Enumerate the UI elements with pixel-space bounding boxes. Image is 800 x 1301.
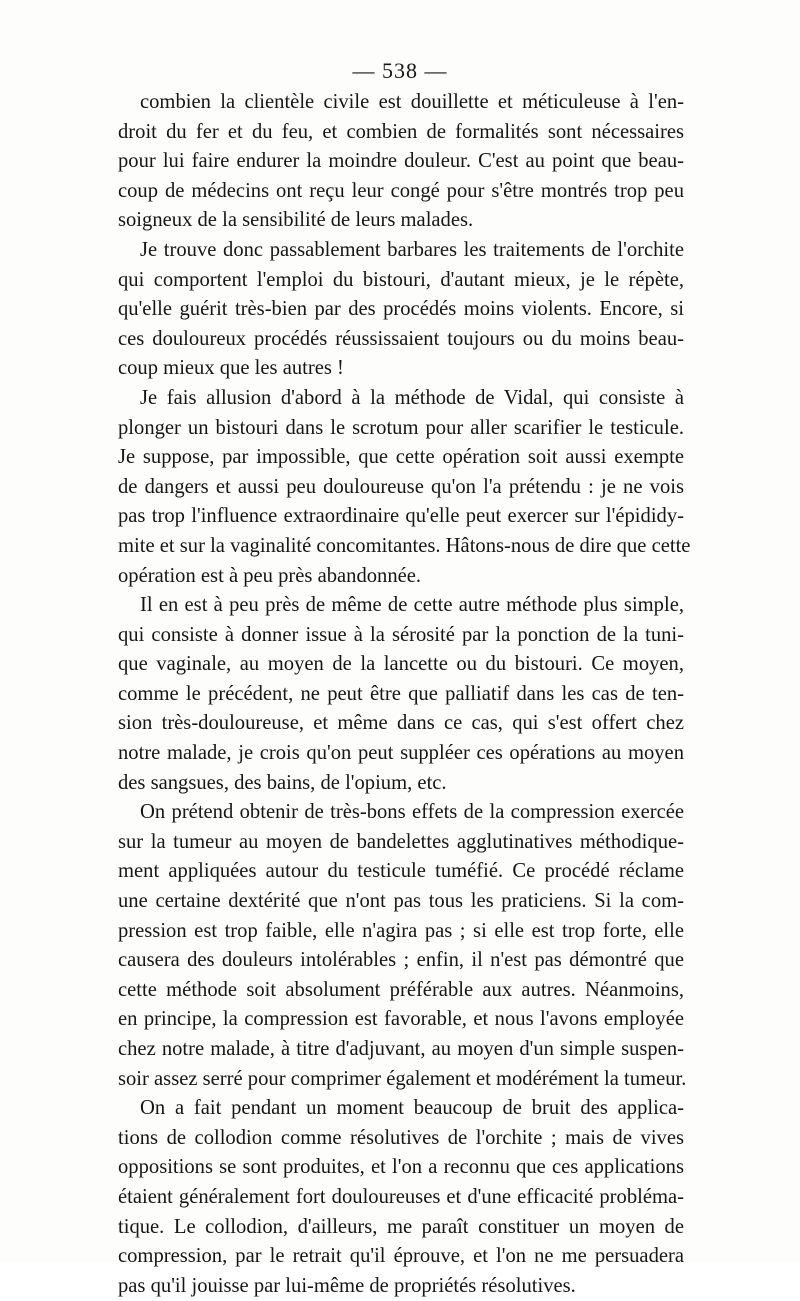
text-line: comme le précédent, ne peut être que palliatif dans les cas de ten- bbox=[118, 682, 684, 705]
text-line: mite et sur la vaginalité concomitantes. Hâtons-nous de dire que cette bbox=[118, 534, 691, 557]
text-line: chez notre malade, à titre d'adjuvant, au moyen d'un simple suspen- bbox=[118, 1038, 684, 1060]
paragraph bbox=[118, 236, 684, 384]
paragraph bbox=[118, 591, 684, 798]
paragraph bbox=[118, 384, 691, 591]
body-text bbox=[118, 88, 691, 1301]
text-line: soigneux de la sensibilité de leurs malades. bbox=[118, 209, 474, 232]
text-line: qui comportent l'emploi du bistouri, d'autant mieux, je le répète, bbox=[118, 268, 684, 291]
text-line: Je trouve donc passablement barbares les traitements de l'orchite bbox=[140, 238, 684, 261]
text-line: ces douloureux procédés réussissaient toujours ou du moins beau- bbox=[118, 327, 684, 350]
text-line: une certaine dextérité que n'ont pas tous les praticiens. Si la com- bbox=[118, 890, 684, 913]
text-line: sion très-douloureuse, et même dans ce cas, qui s'est offert chez bbox=[118, 712, 684, 735]
text-line: pas trop l'influence extraordinaire qu'elle peut exercer sur l'épididy- bbox=[118, 505, 684, 528]
page-number: — 538 — bbox=[352, 58, 448, 83]
text-line: coup de médecins ont reçu leur congé pour s'être montrés trop peu bbox=[118, 179, 684, 202]
text-line: soir assez serré pour comprimer également et modérément la tumeur. bbox=[118, 1067, 687, 1090]
text-line: des sangsues, des bains, de l'opium, etc. bbox=[118, 771, 447, 794]
paragraph bbox=[118, 88, 684, 236]
text-line: Je suppose, par impossible, que cette opération soit aussi exempte bbox=[118, 446, 684, 469]
text-line: coup mieux que les autres ! bbox=[118, 357, 344, 380]
text-line: Il en est à peu près de même de cette autre méthode plus simple, bbox=[140, 594, 684, 617]
text-line: de dangers et aussi peu douloureuse qu'on l'a prétendu : je ne vois bbox=[118, 475, 684, 498]
text-line: plonger un bistouri dans le scrotum pour aller scarifier le testicule. bbox=[118, 416, 684, 439]
text-line: notre malade, je crois qu'on peut suppléer ces opérations au moyen bbox=[118, 742, 684, 765]
text-line: en principe, la compression est favorable, et nous l'avons employée bbox=[118, 1008, 684, 1031]
text-line: Je fais allusion d'abord à la méthode de Vidal, qui consiste à bbox=[140, 386, 684, 409]
text-line: On a fait pendant un moment beaucoup de bruit des applica- bbox=[140, 1097, 684, 1120]
paragraph bbox=[118, 798, 687, 1094]
text-line: On prétend obtenir de très-bons effets de la compression exercée bbox=[140, 801, 684, 824]
text-line: pas qu'il jouisse par lui-même de propriétés résolutives. bbox=[118, 1274, 576, 1297]
text-line: tique. Le collodion, d'ailleurs, me paraît constituer un moyen de bbox=[118, 1215, 684, 1238]
text-line: causera des douleurs intolérables ; enfin, il n'est pas démontré que bbox=[118, 949, 684, 972]
text-line: qui consiste à donner issue à la sérosité par la ponction de la tuni- bbox=[118, 623, 684, 646]
text-line: opération est à peu près abandonnée. bbox=[118, 564, 422, 587]
text-line: qu'elle guérit très-bien par des procédés moins violents. Encore, si bbox=[118, 298, 684, 321]
text-line: pression est trop faible, elle n'agira pas ; si elle est trop forte, elle bbox=[118, 919, 684, 942]
text-line: droit du fer et du feu, et combien de formalités sont nécessaires bbox=[118, 120, 684, 143]
text-line: oppositions se sont produites, et l'on a reconnu que ces applications bbox=[118, 1156, 684, 1179]
text-line: étaient généralement fort douloureuses et d'une efficacité probléma- bbox=[118, 1185, 684, 1208]
text-line: compression, par le retrait qu'il éprouve, et l'on ne me persuadera bbox=[118, 1245, 684, 1268]
paragraph bbox=[118, 1094, 684, 1301]
text-line: tions de collodion comme résolutives de l'orchite ; mais de vives bbox=[118, 1126, 684, 1149]
text-line: combien la clientèle civile est douillette et méticuleuse à l'en- bbox=[140, 91, 684, 113]
text-line: cette méthode soit absolument préférable aux autres. Néanmoins, bbox=[118, 978, 684, 1001]
text-line: que vaginale, au moyen de la lancette ou du bistouri. Ce moyen, bbox=[118, 653, 684, 676]
text-line: ment appliquées autour du testicule tuméfié. Ce procédé réclame bbox=[118, 860, 684, 883]
text-line: pour lui faire endurer la moindre douleur. C'est au point que beau- bbox=[118, 150, 684, 173]
text-line: sur la tumeur au moyen de bandelettes agglutinatives méthodique- bbox=[118, 830, 684, 853]
